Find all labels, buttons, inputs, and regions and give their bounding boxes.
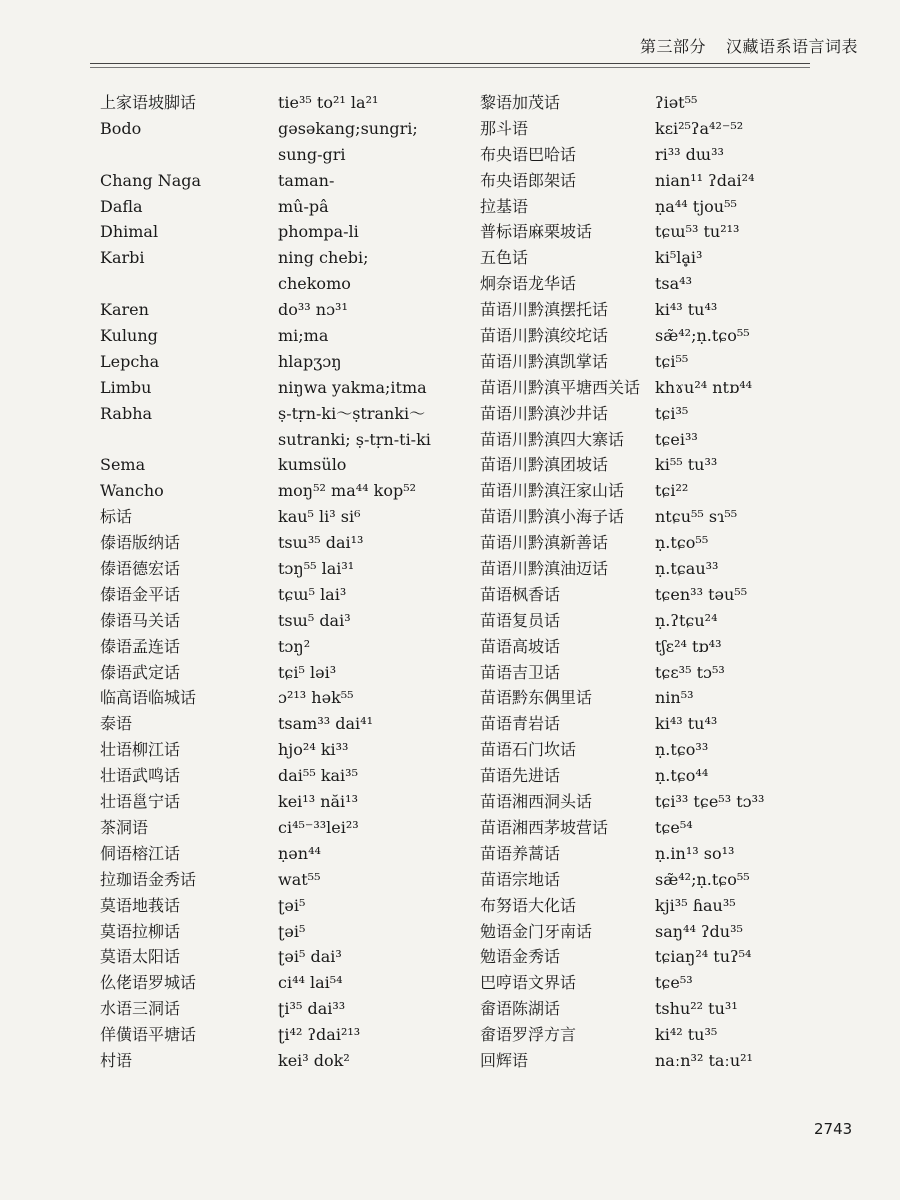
word-form: tɕe⁵⁴	[655, 817, 693, 837]
word-entry-row	[0, 972, 900, 998]
language-name: 标话	[100, 507, 133, 527]
word-entry-row	[0, 480, 900, 506]
word-form: kɛi²⁵ʔa⁴²⁻⁵²	[655, 118, 744, 138]
word-form: saŋ⁴⁴ ʔdu³⁵	[655, 921, 743, 941]
word-form: sæ̃⁴²;ṇ.tɕo⁵⁵	[655, 326, 750, 346]
word-form: gəsəkang;sungri;	[278, 118, 418, 138]
word-form: tie³⁵ to²¹ la²¹	[278, 93, 379, 112]
word-entry-row	[0, 895, 900, 921]
word-form: kei³ dok²	[278, 1050, 350, 1070]
language-name: 勉语金门牙南话	[480, 921, 593, 941]
word-entry-row	[0, 1050, 900, 1076]
word-form: tɕi³³ tɕe⁵³ tɔ³³	[655, 792, 765, 812]
language-name: 傣语孟连话	[100, 636, 181, 656]
word-form: ki⁴³ tu⁴³	[655, 300, 718, 320]
word-form: ntɕu⁵⁵ sɿ⁵⁵	[655, 507, 738, 527]
word-entry-row	[0, 247, 900, 273]
word-form: tɕei³³	[655, 429, 698, 449]
language-name: 苗语湘西洞头话	[480, 792, 593, 812]
word-entry-row	[0, 558, 900, 584]
language-name: Lepcha	[100, 351, 160, 371]
word-entry-row	[0, 1024, 900, 1050]
language-name: 壮语武鸣话	[100, 766, 181, 786]
word-entry-row	[0, 506, 900, 532]
word-form: kji³⁵ ɦau³⁵	[655, 895, 736, 915]
word-form: hjo²⁴ ki³³	[278, 740, 349, 760]
word-form: tɕi⁵⁵	[655, 351, 689, 371]
word-form: wat⁵⁵	[278, 869, 321, 889]
language-name: 莫语太阳话	[100, 947, 181, 967]
word-form: sæ̃⁴²;ṇ.tɕo⁵⁵	[655, 869, 750, 889]
word-entry-row	[0, 403, 900, 429]
word-form: ṇ.tɕo³³	[655, 740, 709, 760]
language-name: 临高语临城话	[100, 688, 197, 708]
language-name: 五色话	[480, 248, 529, 268]
language-name: Limbu	[100, 377, 152, 397]
word-form: taman-	[278, 170, 335, 190]
word-form: ʈi³⁵ dai³³	[278, 999, 346, 1019]
word-form: ʈəi⁵	[278, 895, 306, 915]
header-part: 第三部分	[640, 37, 707, 56]
word-form: ki⁴³ tu⁴³	[655, 714, 718, 734]
word-entry-row	[0, 532, 900, 558]
word-form: ʈi⁴² ʔdai²¹³	[278, 1025, 361, 1045]
word-entry-row	[0, 946, 900, 972]
word-entry-row	[0, 92, 900, 118]
header-rule	[90, 63, 810, 64]
language-name: 傣语金平话	[100, 584, 181, 604]
word-form: ʔiət⁵⁵	[655, 93, 698, 112]
word-form: ɔ²¹³ hək⁵⁵	[278, 688, 354, 708]
header-title: 汉藏语系语言词表	[726, 37, 859, 56]
language-name: 苗语养蒿话	[480, 843, 561, 863]
right-column	[0, 92, 900, 1076]
word-form: tɕɯ⁵³ tu²¹³	[655, 222, 740, 242]
language-name: 拉珈语金秀话	[100, 869, 197, 889]
word-form: ṇa⁴⁴ tjou⁵⁵	[655, 196, 737, 216]
word-entry-row	[0, 869, 900, 895]
word-form: mi;ma	[278, 326, 329, 346]
language-name: 仫佬语罗城话	[100, 973, 197, 993]
language-name: 苗语宗地话	[480, 869, 561, 889]
language-name: Wancho	[100, 481, 164, 501]
word-entry-row	[0, 325, 900, 351]
word-entry-row	[0, 454, 900, 480]
word-entry-row	[0, 636, 900, 662]
language-name: Chang Naga	[100, 170, 202, 190]
word-entry-row	[0, 687, 900, 713]
word-form: tsɯ³⁵ dai¹³	[278, 533, 364, 553]
language-name: 苗语川黔滇小海子话	[480, 507, 625, 527]
word-entry-row	[0, 273, 900, 299]
language-name: 傣语版纳话	[100, 533, 181, 553]
word-form: ṇ.in¹³ so¹³	[655, 843, 735, 863]
language-name: 上家语坡脚话	[100, 93, 197, 112]
word-form: dai⁵⁵ kai³⁵	[278, 766, 358, 786]
language-name: 莫语拉柳话	[100, 921, 181, 941]
word-form: tɕi⁵ ləi³	[278, 662, 337, 682]
language-name: Kulung	[100, 326, 158, 346]
header-rule-thin	[90, 67, 810, 68]
word-entry-row	[0, 144, 900, 170]
language-name: 苗语青岩话	[480, 714, 561, 734]
language-name: 茶洞语	[100, 817, 149, 837]
word-form: ṇ.tɕo⁴⁴	[655, 766, 709, 786]
language-name: 苗语石门坎话	[480, 740, 577, 760]
word-form: tʃɛ²⁴ tɒ⁴³	[655, 636, 722, 656]
word-form: ci⁴⁵⁻³³lei²³	[278, 817, 359, 837]
language-name: 壮语柳江话	[100, 740, 181, 760]
language-name: 普标语麻栗坡话	[480, 222, 593, 242]
word-form: tsam³³ dai⁴¹	[278, 714, 373, 734]
page-number: 2743	[814, 1120, 853, 1138]
word-form: chekomo	[278, 274, 351, 294]
word-form: ṇ.ʔtɕu²⁴	[655, 610, 718, 630]
word-form: sung-gri	[278, 144, 346, 164]
word-entry-row	[0, 998, 900, 1024]
language-name: Rabha	[100, 403, 153, 423]
word-form: tsa⁴³	[655, 274, 693, 294]
language-name: 炯奈语龙华话	[480, 274, 577, 294]
running-header	[640, 34, 858, 57]
word-entry-row	[0, 221, 900, 247]
word-form: ʈəi⁵	[278, 921, 306, 941]
word-form: tɕi²²	[655, 481, 689, 501]
language-name: 傣语德宏话	[100, 559, 181, 579]
word-form: tɔŋ²	[278, 636, 311, 656]
word-form: kumsülo	[278, 455, 347, 475]
word-form: nian¹¹ ʔdai²⁴	[655, 170, 755, 190]
word-form: tsɯ⁵ dai³	[278, 610, 351, 630]
word-form: ṇ.tɕau³³	[655, 559, 719, 579]
language-name: 苗语川黔滇平塘西关话	[480, 377, 641, 397]
language-name: 壮语邕宁话	[100, 792, 181, 812]
language-name: Dafla	[100, 196, 143, 216]
language-name: 苗语复员话	[480, 610, 561, 630]
word-form: ṇ.tɕo⁵⁵	[655, 533, 709, 553]
word-form: do³³ nɔ³¹	[278, 300, 348, 320]
word-form: tɕiaŋ²⁴ tuʔ⁵⁴	[655, 947, 752, 967]
language-name: Sema	[100, 455, 146, 475]
language-name: 苗语川黔滇团坡话	[480, 455, 609, 475]
word-entry-row	[0, 739, 900, 765]
language-name: 苗语川黔滇新善话	[480, 533, 609, 553]
word-form: ci⁴⁴ lai⁵⁴	[278, 973, 343, 993]
word-form: sutranki; ṣ-tṛn-ti-ki	[278, 429, 431, 449]
language-name: 苗语湘西茅坡营话	[480, 817, 609, 837]
word-entry-row	[0, 170, 900, 196]
word-entry-row	[0, 377, 900, 403]
language-name: 那斗语	[480, 118, 529, 138]
language-name: 苗语川黔滇绞坨话	[480, 326, 609, 346]
word-form: phompa-li	[278, 222, 359, 242]
language-name: 傣语马关话	[100, 610, 181, 630]
word-entry-row	[0, 817, 900, 843]
language-name: 水语三洞话	[100, 999, 181, 1019]
word-form: tɕɛ³⁵ tɔ⁵³	[655, 662, 725, 682]
word-form: ṣ-tṛn-ki～ṣtranki～	[278, 403, 426, 423]
word-form: tɕe⁵³	[655, 973, 693, 993]
word-form: niŋwa yakma;itma	[278, 377, 427, 397]
word-form: nin⁵³	[655, 688, 694, 708]
word-entry-row	[0, 921, 900, 947]
language-name: 苗语川黔滇凯掌话	[480, 351, 609, 371]
word-form: ʈəi⁵ dai³	[278, 947, 342, 967]
language-name: 苗语川黔滇四大寨话	[480, 429, 625, 449]
language-name: 苗语川黔滇汪家山话	[480, 481, 625, 501]
language-name: Karbi	[100, 248, 145, 268]
language-name: 苗语川黔滇沙井话	[480, 403, 609, 423]
word-form: ri³³ dɯ³³	[655, 144, 724, 164]
word-form: mû-pâ	[278, 196, 329, 216]
word-form: khɤu²⁴ ntɒ⁴⁴	[655, 377, 753, 397]
word-form: kau⁵ li³ si⁶	[278, 507, 361, 527]
word-form: tɕɯ⁵ lai³	[278, 584, 347, 604]
word-entry-row	[0, 299, 900, 325]
language-name: 苗语川黔滇摆托话	[480, 300, 609, 320]
word-entry-row	[0, 429, 900, 455]
word-form: tshu²² tu³¹	[655, 999, 738, 1019]
language-name: 苗语吉卫话	[480, 662, 561, 682]
language-name: 苗语枫香话	[480, 584, 561, 604]
word-form: ṇən⁴⁴	[278, 843, 321, 863]
word-entry-row	[0, 765, 900, 791]
word-form: naːn³² taːu²¹	[655, 1050, 753, 1070]
language-name: 泰语	[100, 714, 133, 734]
language-name: 布央语郎架话	[480, 170, 577, 190]
language-name: 苗语先进话	[480, 766, 561, 786]
word-entry-row	[0, 584, 900, 610]
language-name: 畲语罗浮方言	[480, 1025, 577, 1045]
word-form: kei¹³ năi¹³	[278, 792, 358, 812]
language-name: 勉语金秀话	[480, 947, 561, 967]
language-name: 苗语高坡话	[480, 636, 561, 656]
word-form: ki⁵lḁi³	[655, 248, 703, 268]
language-name: 布努语大化话	[480, 895, 577, 915]
language-name: Karen	[100, 300, 149, 320]
word-form: moŋ⁵² ma⁴⁴ kop⁵²	[278, 481, 417, 501]
word-entry-row	[0, 843, 900, 869]
language-name: 佯僙语平塘话	[100, 1025, 197, 1045]
word-entry-row	[0, 791, 900, 817]
word-entry-row	[0, 118, 900, 144]
language-name: 布央语巴哈话	[480, 144, 577, 164]
word-entry-row	[0, 351, 900, 377]
language-name: 拉基语	[480, 196, 529, 216]
language-name: 侗语榕江话	[100, 843, 181, 863]
language-name: 畲语陈湖话	[480, 999, 561, 1019]
word-entry-row	[0, 610, 900, 636]
language-name: Bodo	[100, 118, 142, 138]
language-name: 莫语地莪话	[100, 895, 181, 915]
language-name: 巴哼语文界话	[480, 973, 577, 993]
language-name: 苗语黔东偶里话	[480, 688, 593, 708]
word-form: ki⁵⁵ tu³³	[655, 455, 718, 475]
language-name: 村语	[100, 1050, 133, 1070]
word-form: tɕen³³ təu⁵⁵	[655, 584, 748, 604]
word-form: tɔŋ⁵⁵ lai³¹	[278, 559, 355, 579]
word-entry-row	[0, 196, 900, 222]
language-name: 傣语武定话	[100, 662, 181, 682]
word-entry-row	[0, 662, 900, 688]
language-name: Dhimal	[100, 222, 159, 242]
word-form: hlapʒɔŋ	[278, 351, 342, 371]
language-name: 黎语加茂话	[480, 93, 561, 112]
language-name: 苗语川黔滇油迈话	[480, 559, 609, 579]
word-form: ning chebi;	[278, 248, 369, 268]
language-name: 回辉语	[480, 1050, 529, 1070]
word-form: ki⁴² tu³⁵	[655, 1025, 718, 1045]
word-form: tɕi³⁵	[655, 403, 689, 423]
word-entry-row	[0, 713, 900, 739]
